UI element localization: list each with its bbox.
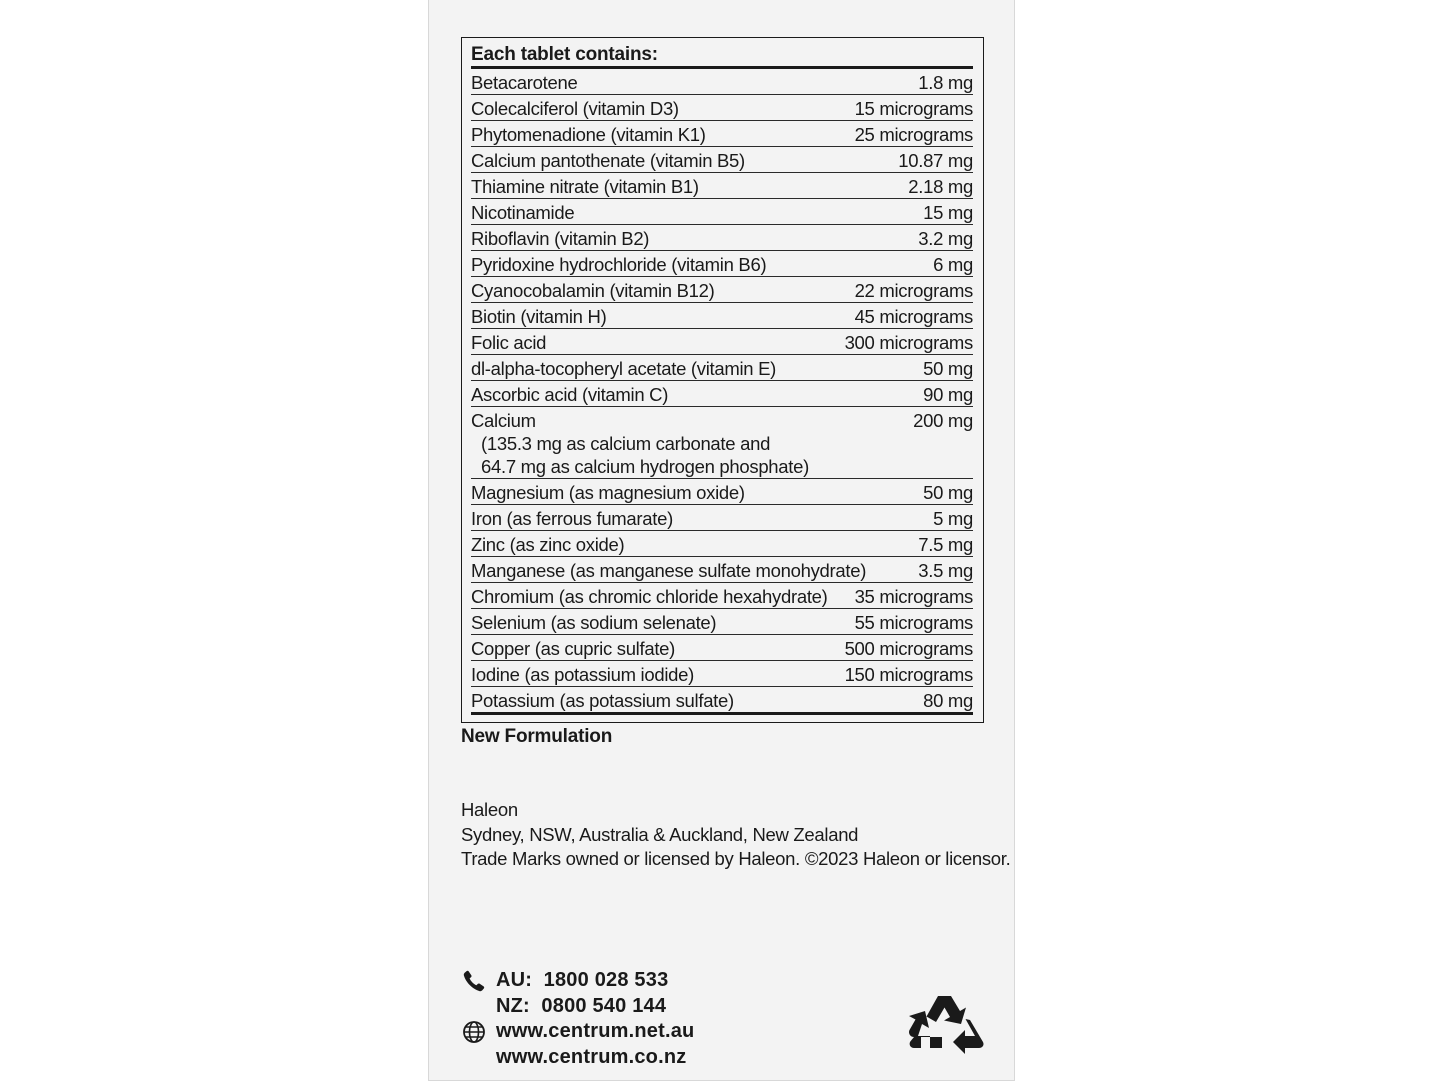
ingredient-amount: 45 micrograms	[854, 306, 973, 327]
ingredient-name: Folic acid	[471, 332, 547, 353]
ingredient-amount: 25 micrograms	[854, 124, 973, 145]
table-row	[471, 635, 973, 661]
trademark-notice: Trade Marks owned or licensed by Haleon. ©2023 Haleon or licensor.	[461, 848, 1011, 869]
table-row	[471, 609, 973, 635]
ingredient-amount: 5 mg	[933, 508, 973, 529]
ingredient-amount: 50 mg	[923, 482, 973, 503]
table-row	[471, 147, 973, 173]
table-row	[471, 225, 973, 251]
ingredient-amount: 55 micrograms	[854, 612, 973, 633]
ingredient-amount: 7.5 mg	[918, 534, 973, 555]
company-name: Haleon	[461, 799, 518, 820]
table-row	[471, 583, 973, 609]
table-row	[471, 355, 973, 381]
globe-icon	[461, 1019, 487, 1044]
website-nz-line	[461, 1045, 694, 1071]
table-row	[471, 557, 973, 583]
table-row	[471, 69, 973, 95]
ingredients-table	[461, 37, 984, 723]
ingredient-amount: 3.5 mg	[918, 560, 973, 581]
ingredient-amount: 50 mg	[923, 358, 973, 379]
nz-phone-number[interactable]: NZ: 0800 540 144	[496, 994, 667, 1017]
ingredient-amount: 300 micrograms	[844, 332, 973, 353]
table-row	[471, 381, 973, 407]
au-phone-number[interactable]: AU: 1800 028 533	[496, 969, 669, 991]
nz-phone-line	[461, 994, 694, 1020]
ingredients-table-header: Each tablet contains:	[471, 38, 973, 69]
ingredient-amount: 3.2 mg	[918, 228, 973, 249]
ingredient-name: Cyanocobalamin (vitamin B12)	[471, 280, 715, 301]
ingredient-name: Manganese (as manganese sulfate monohydrate)	[471, 560, 867, 581]
new-formulation-label: New Formulation	[461, 726, 613, 747]
ingredient-name: Pyridoxine hydrochloride (vitamin B6)	[471, 254, 767, 275]
ingredient-name: Chromium (as chromic chloride hexahydrate)	[471, 586, 828, 607]
ingredient-name: Biotin (vitamin H)	[471, 306, 607, 327]
ingredient-note: (135.3 mg as calcium carbonate and	[481, 433, 771, 454]
phone-icon	[461, 968, 487, 993]
ingredient-name: Colecalciferol (vitamin D3)	[471, 98, 679, 119]
ingredient-name: Iron (as ferrous fumarate)	[471, 508, 673, 529]
table-row	[471, 251, 973, 277]
ingredient-name-group	[471, 409, 809, 478]
table-row	[471, 661, 973, 687]
table-row	[471, 277, 973, 303]
ingredient-amount: 15 mg	[923, 202, 973, 223]
table-row	[471, 303, 973, 329]
ingredient-amount: 22 micrograms	[854, 280, 973, 301]
table-row	[471, 199, 973, 225]
ingredient-name: dl-alpha-tocopheryl acetate (vitamin E)	[471, 358, 777, 379]
ingredient-amount: 200 mg	[913, 410, 973, 431]
ingredient-name: Calcium pantothenate (vitamin B5)	[471, 150, 745, 171]
ingredient-amount: 90 mg	[923, 384, 973, 405]
ingredient-name: Iodine (as potassium iodide)	[471, 664, 694, 685]
table-row	[471, 479, 973, 505]
ingredient-name: Zinc (as zinc oxide)	[471, 534, 625, 555]
website-au-link[interactable]: www.centrum.net.au	[496, 1020, 695, 1042]
company-locations: Sydney, NSW, Australia & Auckland, New Zealand	[461, 823, 859, 845]
ingredient-name: Thiamine nitrate (vitamin B1)	[471, 176, 699, 197]
ingredient-amount: 500 micrograms	[844, 638, 973, 659]
ingredient-amount: 15 micrograms	[854, 98, 973, 119]
au-phone-line	[461, 968, 694, 994]
ingredient-name: Ascorbic acid (vitamin C)	[471, 384, 669, 405]
table-row	[471, 531, 973, 557]
ingredient-name: Magnesium (as magnesium oxide)	[471, 482, 745, 503]
ingredient-name: Potassium (as potassium sulfate)	[471, 690, 734, 711]
ingredient-name: Selenium (as sodium selenate)	[471, 612, 717, 633]
ingredient-note: 64.7 mg as calcium hydrogen phosphate)	[481, 456, 809, 477]
table-row	[471, 687, 973, 715]
ingredient-amount: 35 micrograms	[854, 586, 973, 607]
ingredient-amount: 150 micrograms	[844, 664, 973, 685]
ingredient-name: Calcium	[471, 410, 536, 431]
contact-info	[461, 968, 694, 1070]
table-row	[471, 173, 973, 199]
table-row	[471, 505, 973, 531]
ingredient-amount: 6 mg	[933, 254, 973, 275]
ingredient-amount: 2.18 mg	[908, 176, 973, 197]
recycle-icon	[908, 990, 988, 1064]
table-row	[471, 407, 973, 479]
company-info	[461, 798, 1010, 872]
website-nz-link[interactable]: www.centrum.co.nz	[496, 1045, 687, 1068]
ingredient-name: Betacarotene	[471, 72, 578, 93]
ingredient-amount: 10.87 mg	[898, 150, 973, 171]
ingredient-name: Nicotinamide	[471, 202, 575, 223]
product-label-panel	[428, 0, 1015, 1081]
ingredient-name: Copper (as cupric sulfate)	[471, 638, 676, 659]
ingredient-amount: 1.8 mg	[918, 72, 973, 93]
table-row	[471, 95, 973, 121]
ingredient-name: Riboflavin (vitamin B2)	[471, 228, 650, 249]
table-row	[471, 329, 973, 355]
ingredient-amount: 80 mg	[923, 690, 973, 711]
website-au-line	[461, 1019, 694, 1045]
table-row	[471, 121, 973, 147]
ingredient-name: Phytomenadione (vitamin K1)	[471, 124, 706, 145]
